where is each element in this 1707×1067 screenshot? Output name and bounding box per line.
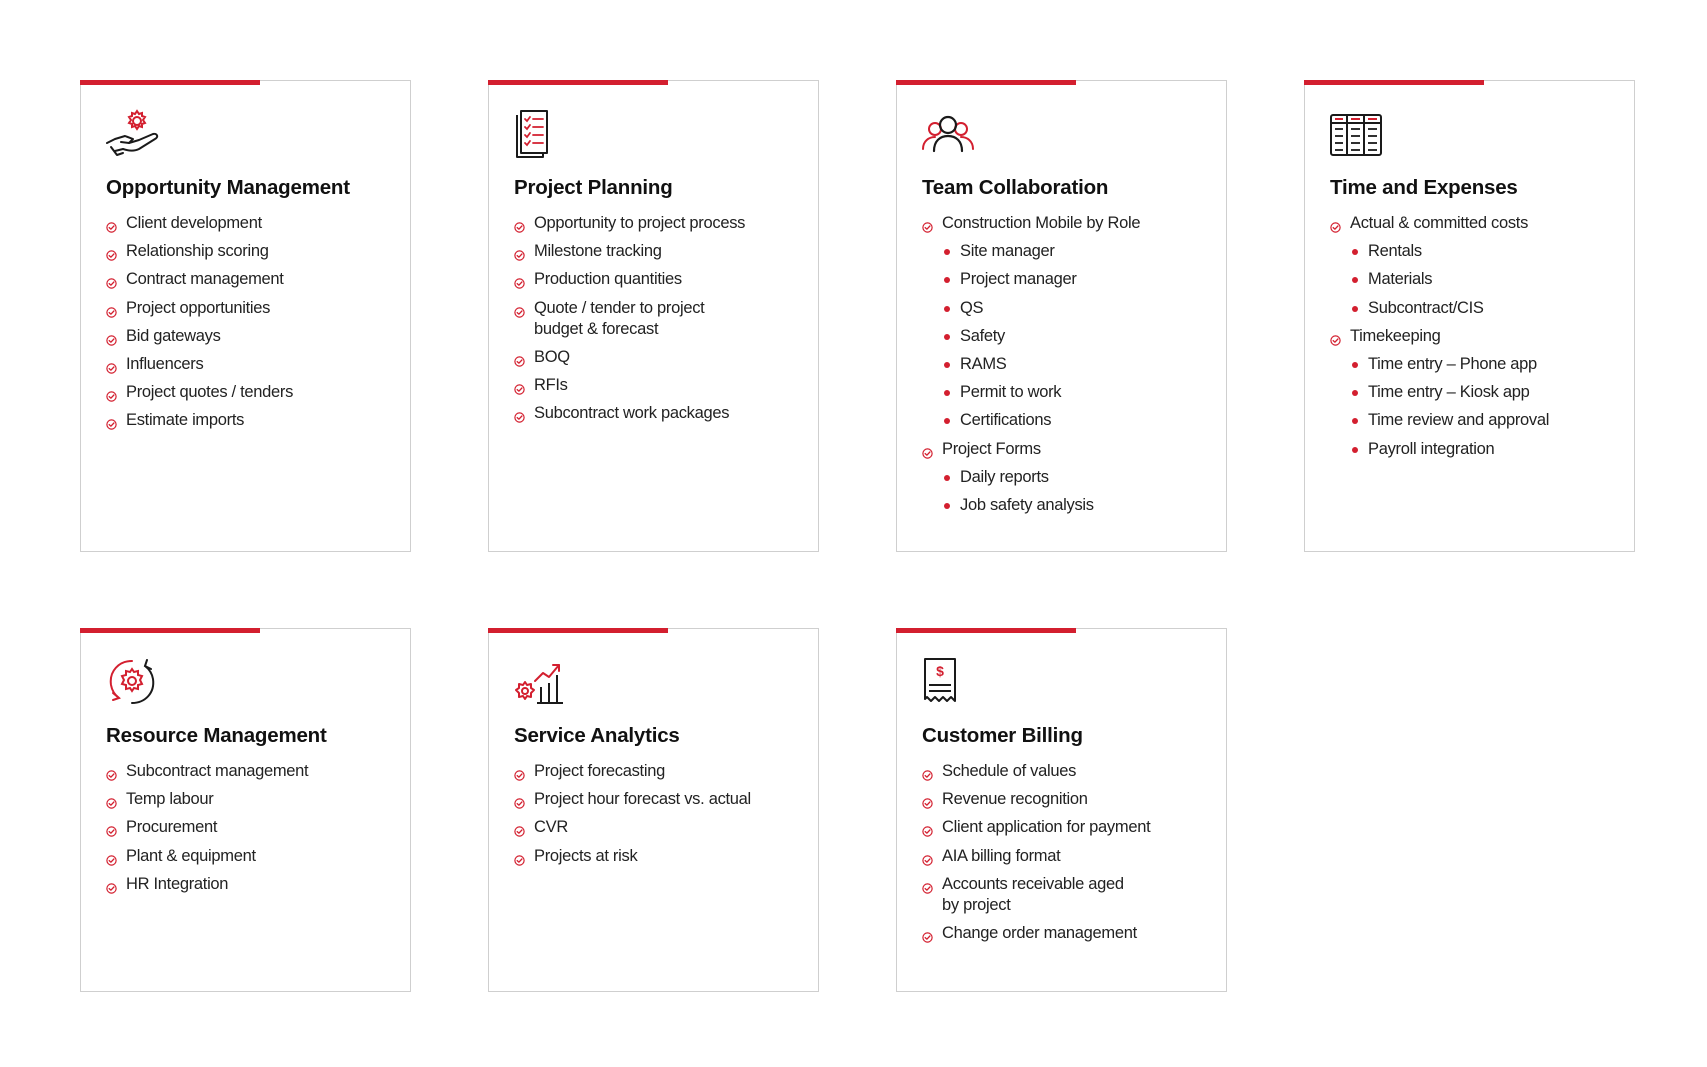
sub-feature-label: Rentals — [1368, 242, 1422, 261]
card-accent-bar — [488, 80, 668, 85]
sub-feature-item — [942, 326, 1140, 347]
feature-item — [922, 846, 1150, 867]
bullet-dot-icon — [1352, 447, 1358, 453]
card-title: Project Planning — [514, 176, 673, 199]
feature-item-label: Subcontract management — [126, 762, 309, 780]
feature-item-label: Quote / tender to project — [534, 298, 705, 317]
sub-feature-label: Site manager — [960, 242, 1055, 261]
feature-list — [106, 761, 308, 895]
feature-item — [106, 269, 293, 290]
check-circle-icon — [922, 218, 933, 229]
feature-item — [922, 923, 1150, 944]
card-project-planning — [488, 80, 819, 552]
feature-item-label: HR Integration — [126, 874, 229, 893]
feature-item — [922, 761, 1150, 782]
card-title: Team Collaboration — [922, 176, 1109, 199]
feature-list — [922, 213, 1140, 516]
check-circle-icon — [514, 851, 525, 862]
bullet-dot-icon — [1352, 418, 1358, 424]
feature-item-label: Project forecasting — [534, 762, 665, 780]
check-circle-icon — [922, 928, 933, 939]
feature-item-label: Production quantities — [534, 270, 682, 289]
feature-item — [1330, 213, 1549, 319]
feature-item-label: Influencers — [126, 354, 204, 373]
bullet-dot-icon — [944, 306, 950, 312]
svg-text:$: $ — [936, 663, 944, 679]
feature-item-label: Client development — [126, 214, 262, 232]
check-circle-icon — [514, 380, 525, 391]
card-accent-bar — [488, 628, 668, 633]
sub-feature-item — [942, 298, 1140, 319]
feature-item — [514, 789, 751, 810]
feature-list — [106, 213, 293, 431]
sub-feature-item — [942, 241, 1140, 262]
feature-item-label: budget & forecast — [534, 319, 659, 338]
feature-item — [922, 874, 1150, 916]
sub-feature-label: Safety — [960, 326, 1005, 345]
feature-item — [922, 817, 1150, 838]
feature-item — [514, 846, 751, 867]
sub-feature-item — [942, 410, 1140, 431]
sub-feature-list — [942, 467, 1140, 516]
sub-feature-label: QS — [960, 298, 984, 317]
sub-feature-list — [942, 241, 1140, 431]
check-circle-icon — [514, 246, 525, 257]
feature-item-label: BOQ — [534, 347, 570, 366]
feature-item — [106, 241, 293, 262]
card-customer-billing — [896, 628, 1227, 992]
card-time-and-expenses — [1304, 80, 1635, 552]
feature-item — [514, 817, 751, 838]
sub-feature-item — [1350, 298, 1549, 319]
sub-feature-item — [1350, 354, 1549, 375]
check-circle-icon — [922, 794, 933, 805]
sub-feature-label: Time review and approval — [1368, 411, 1550, 430]
feature-item-label: Project opportunities — [126, 298, 271, 317]
feature-item — [514, 213, 745, 234]
feature-item-label: Milestone tracking — [534, 242, 662, 261]
feature-item-label: Project Forms — [942, 439, 1041, 458]
feature-list — [1330, 213, 1549, 460]
bullet-dot-icon — [944, 249, 950, 255]
bullet-dot-icon — [944, 475, 950, 481]
feature-item — [922, 213, 1140, 431]
check-circle-icon — [106, 387, 117, 398]
bullet-dot-icon — [944, 390, 950, 396]
sub-feature-label: Payroll integration — [1368, 439, 1495, 458]
feature-item-label: Temp labour — [126, 790, 214, 809]
sub-feature-label: Certifications — [960, 411, 1052, 430]
bullet-dot-icon — [1352, 277, 1358, 283]
feature-item-label: Procurement — [126, 818, 218, 837]
bullet-dot-icon — [944, 277, 950, 283]
feature-item-label: Client application for payment — [942, 818, 1151, 837]
card-accent-bar — [896, 628, 1076, 633]
card-accent-bar — [80, 628, 260, 633]
checklist-document-icon — [513, 109, 573, 161]
feature-item — [106, 354, 293, 375]
check-circle-icon — [106, 246, 117, 257]
spreadsheet-table-icon — [1329, 109, 1389, 161]
check-circle-icon — [106, 415, 117, 426]
check-circle-icon — [106, 822, 117, 833]
gear-growth-chart-icon — [513, 657, 573, 709]
check-circle-icon — [514, 218, 525, 229]
card-accent-bar — [896, 80, 1076, 85]
sub-feature-label: Time entry – Kiosk app — [1368, 383, 1530, 402]
check-circle-icon — [514, 303, 525, 314]
check-circle-icon — [1330, 218, 1341, 229]
feature-item — [514, 761, 751, 782]
check-circle-icon — [106, 303, 117, 314]
bullet-dot-icon — [1352, 362, 1358, 368]
check-circle-icon — [922, 879, 933, 890]
check-circle-icon — [922, 851, 933, 862]
check-circle-icon — [106, 851, 117, 862]
feature-item-label: Revenue recognition — [942, 790, 1088, 809]
feature-item — [106, 846, 308, 867]
feature-item — [106, 761, 308, 782]
bullet-dot-icon — [944, 418, 950, 424]
feature-item — [922, 789, 1150, 810]
check-circle-icon — [514, 794, 525, 805]
feature-item-label: Contract management — [126, 270, 284, 289]
check-circle-icon — [514, 274, 525, 285]
check-circle-icon — [106, 331, 117, 342]
card-service-analytics — [488, 628, 819, 992]
check-circle-icon — [922, 444, 933, 455]
bullet-dot-icon — [1352, 306, 1358, 312]
feature-list — [514, 213, 745, 424]
card-title: Service Analytics — [514, 724, 680, 747]
feature-list — [514, 761, 751, 867]
bullet-dot-icon — [944, 503, 950, 509]
sub-feature-item — [1350, 439, 1549, 460]
sub-feature-label: RAMS — [960, 354, 1007, 373]
feature-item-label: Plant & equipment — [126, 846, 256, 865]
feature-item — [514, 403, 745, 424]
feature-item-label: Construction Mobile by Role — [942, 214, 1141, 232]
bullet-dot-icon — [944, 334, 950, 340]
bullet-dot-icon — [1352, 249, 1358, 255]
sub-feature-label: Project manager — [960, 270, 1077, 289]
feature-item-label: Schedule of values — [942, 762, 1077, 780]
sub-feature-item — [942, 354, 1140, 375]
card-opportunity-management — [80, 80, 411, 552]
feature-item-label: Project hour forecast vs. actual — [534, 790, 751, 809]
feature-item — [514, 347, 745, 368]
sub-feature-list — [1350, 354, 1549, 460]
feature-item — [106, 410, 293, 431]
card-resource-management — [80, 628, 411, 992]
card-team-collaboration — [896, 80, 1227, 552]
check-circle-icon — [922, 766, 933, 777]
feature-item — [514, 375, 745, 396]
check-circle-icon — [106, 766, 117, 777]
feature-item — [106, 382, 293, 403]
feature-item-label: Project quotes / tenders — [126, 383, 294, 402]
check-circle-icon — [922, 822, 933, 833]
check-circle-icon — [514, 766, 525, 777]
feature-item-label: Opportunity to project process — [534, 214, 746, 232]
feature-item-label: Projects at risk — [534, 846, 638, 865]
feature-item — [106, 213, 293, 234]
bullet-dot-icon — [944, 362, 950, 368]
feature-item-label: Actual & committed costs — [1350, 214, 1529, 232]
feature-item — [514, 298, 745, 340]
feature-item-label: Change order management — [942, 923, 1137, 942]
feature-item — [106, 874, 308, 895]
feature-item-label: Estimate imports — [126, 411, 245, 430]
card-title: Opportunity Management — [106, 176, 350, 199]
feature-item-label: Accounts receivable aged — [942, 874, 1124, 893]
feature-item — [514, 269, 745, 290]
feature-list — [922, 761, 1150, 944]
check-circle-icon — [106, 879, 117, 890]
feature-item — [106, 817, 308, 838]
feature-item-label: RFIs — [534, 375, 568, 394]
feature-item — [106, 326, 293, 347]
sub-feature-item — [1350, 269, 1549, 290]
feature-item-label: AIA billing format — [942, 846, 1061, 865]
sub-feature-label: Job safety analysis — [960, 495, 1094, 514]
feature-item — [106, 789, 308, 810]
gear-cycle-icon — [105, 657, 165, 709]
feature-item-label: CVR — [534, 818, 568, 837]
feature-item-label: Timekeeping — [1350, 326, 1441, 345]
sub-feature-item — [942, 495, 1140, 516]
card-accent-bar — [1304, 80, 1484, 85]
card-title: Time and Expenses — [1330, 176, 1518, 199]
check-circle-icon — [514, 822, 525, 833]
feature-item — [1330, 326, 1549, 460]
check-circle-icon — [514, 408, 525, 419]
team-people-icon — [921, 109, 981, 161]
sub-feature-label: Daily reports — [960, 467, 1049, 486]
card-accent-bar — [80, 80, 260, 85]
feature-item-label: Bid gateways — [126, 326, 221, 345]
card-title: Resource Management — [106, 724, 327, 747]
check-circle-icon — [514, 352, 525, 363]
card-title: Customer Billing — [922, 724, 1083, 747]
feature-item-label: by project — [942, 895, 1011, 914]
sub-feature-item — [942, 467, 1140, 488]
check-circle-icon — [106, 359, 117, 370]
feature-item-label: Subcontract work packages — [534, 404, 730, 423]
hand-gear-icon — [105, 109, 165, 161]
check-circle-icon — [106, 274, 117, 285]
sub-feature-item — [942, 269, 1140, 290]
sub-feature-item — [942, 382, 1140, 403]
check-circle-icon — [1330, 331, 1341, 342]
sub-feature-label: Materials — [1368, 270, 1433, 289]
sub-feature-item — [1350, 241, 1549, 262]
feature-item — [922, 439, 1140, 516]
feature-item — [106, 298, 293, 319]
sub-feature-list — [1350, 241, 1549, 318]
sub-feature-item — [1350, 382, 1549, 403]
sub-feature-item — [1350, 410, 1549, 431]
invoice-receipt-icon — [921, 657, 981, 709]
check-circle-icon — [106, 794, 117, 805]
sub-feature-label: Permit to work — [960, 383, 1062, 402]
check-circle-icon — [106, 218, 117, 229]
bullet-dot-icon — [1352, 390, 1358, 396]
feature-item — [514, 241, 745, 262]
sub-feature-label: Subcontract/CIS — [1368, 298, 1484, 317]
sub-feature-label: Time entry – Phone app — [1368, 354, 1537, 373]
feature-item-label: Relationship scoring — [126, 242, 269, 261]
